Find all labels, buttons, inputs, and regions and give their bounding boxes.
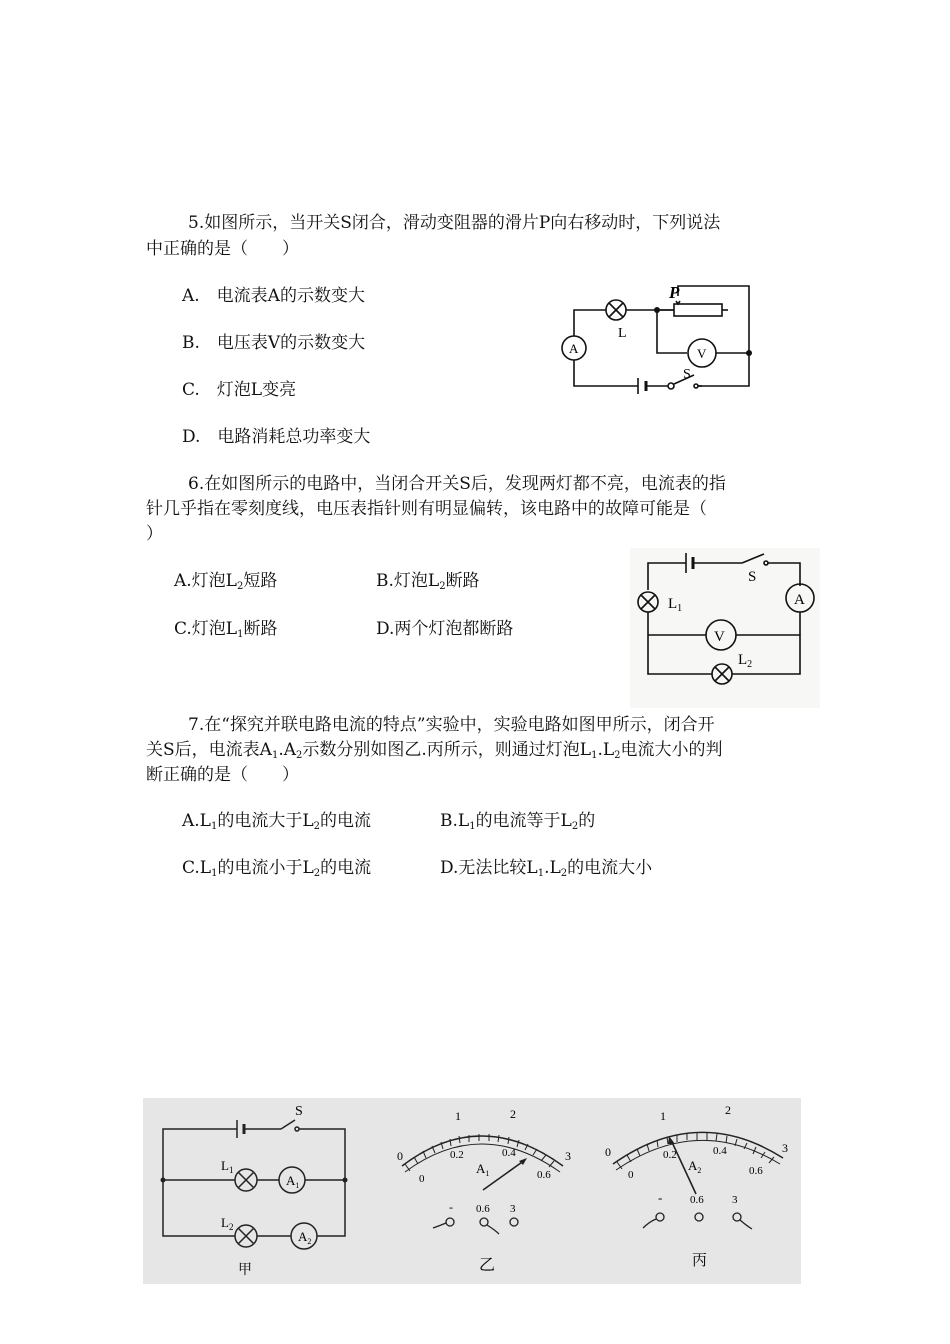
q5-label-s: S bbox=[683, 367, 691, 382]
q5-label-p: P bbox=[669, 283, 680, 302]
q7-caption-bing: 丙 bbox=[692, 1253, 708, 1269]
terminal-label: 3 bbox=[732, 1194, 738, 1206]
meter-tick-label: 0 bbox=[397, 1149, 403, 1163]
q5-junction-dot bbox=[746, 350, 752, 356]
q6-stem-line1: 6.在如图所示的电路中，当闭合开关S后，发现两灯都不亮，电流表的指 bbox=[188, 474, 726, 494]
meter-tick-label: 0.2 bbox=[450, 1149, 464, 1161]
q7-label-a2: $A_2$ bbox=[298, 1229, 312, 1246]
terminal-label: - bbox=[658, 1190, 663, 1205]
meter-tick-label: 0 bbox=[628, 1169, 634, 1181]
q6-option-d: D.两个灯泡都断路 bbox=[376, 619, 514, 639]
q6-option-a: A.灯泡$L_2$短路 bbox=[174, 571, 278, 592]
q6-option-b: B.灯泡$L_2$断路 bbox=[376, 571, 480, 592]
meter-tick-label: 2 bbox=[510, 1107, 516, 1121]
meter-tick-label: 0 bbox=[605, 1145, 611, 1159]
q5-circuit-diagram bbox=[550, 278, 765, 403]
meter-tick-label: 1 bbox=[455, 1109, 461, 1123]
q6-stem-line2: 针几乎指在零刻度线，电压表指针则有明显偏转，该电路中的故障可能是（ bbox=[146, 499, 707, 519]
q7-stem-line2: 关S后，电流表$A_1.A_2$示数分别如图乙.丙所示，则通过灯泡$L_1.L_2$电流大小的判 bbox=[146, 740, 723, 761]
meter-tick-label: 3 bbox=[565, 1149, 571, 1163]
meter-tick-label: 3 bbox=[782, 1141, 788, 1155]
q6-label-a: A bbox=[794, 592, 805, 608]
q5-option-a: A. 电流表A的示数变大 bbox=[182, 286, 365, 306]
q7-caption-jia: 甲 bbox=[238, 1263, 252, 1278]
q7-option-c: $C.L_1$的电流小于$L_2$的电流 bbox=[182, 858, 372, 879]
q6-label-l2: $L_2$ bbox=[738, 652, 753, 670]
q7-stem-line3: 断正确的是（ ） bbox=[146, 765, 299, 785]
q7-label-a1: $A_1$ bbox=[286, 1173, 300, 1190]
meter-tick-label: 0 bbox=[419, 1173, 425, 1185]
q7-option-a: $A.L_1$的电流大于$L_2$的电流 bbox=[182, 811, 372, 832]
q5-label-l: L bbox=[618, 326, 627, 341]
q7-junction-dot bbox=[343, 1178, 348, 1183]
q6-option-c: C.灯泡$L_1$断路 bbox=[174, 619, 278, 640]
q5-stem-line1: 5.如图所示，当开关S闭合，滑动变阻器的滑片P向右移动时，下列说法 bbox=[188, 213, 721, 233]
q7-label-s: S bbox=[295, 1104, 303, 1119]
terminal-label: - bbox=[449, 1200, 453, 1214]
q7-figure-panel bbox=[143, 1098, 801, 1284]
meter-tick-label: 0.6 bbox=[537, 1169, 551, 1181]
terminal-label: 0.6 bbox=[690, 1194, 704, 1206]
q7-caption-yi: 乙 bbox=[479, 1257, 496, 1274]
terminal-label: 3 bbox=[510, 1203, 516, 1215]
meter-label-a2: $A_2$ bbox=[688, 1158, 702, 1175]
q7-label-l2: $L_2$ bbox=[221, 1215, 234, 1232]
q5-stem-line2: 中正确的是（ ） bbox=[146, 239, 299, 259]
meter-tick-label: 0.4 bbox=[713, 1145, 727, 1157]
q7-option-d: D.无法比较$L_1.L_2$的电流大小 bbox=[440, 858, 653, 879]
q7-stem-line1: 7.在“探究并联电路电流的特点”实验中，实验电路如图甲所示，闭合开 bbox=[188, 715, 715, 735]
q6-stem-line3: ） bbox=[146, 524, 163, 544]
q5-junction-dot bbox=[654, 307, 660, 313]
meter-tick-label: 2 bbox=[725, 1103, 731, 1117]
q5-label-a: A bbox=[569, 341, 579, 356]
q7-option-b: $B.L_1$的电流等于$L_2$的 bbox=[440, 811, 596, 832]
q5-option-d: D. 电路消耗总功率变大 bbox=[182, 427, 371, 447]
meter-tick-label: 0.6 bbox=[749, 1165, 763, 1177]
q5-option-b: B. 电压表V的示数变大 bbox=[182, 333, 366, 353]
meter-tick-label: 0.2 bbox=[663, 1149, 677, 1161]
q7-junction-dot bbox=[161, 1178, 166, 1183]
meter-tick-label: 1 bbox=[660, 1109, 666, 1123]
meter-tick-label: 0.4 bbox=[502, 1147, 516, 1159]
q6-label-v: V bbox=[714, 629, 725, 645]
q6-label-l1: $L_1$ bbox=[668, 596, 683, 614]
terminal-label: 0.6 bbox=[476, 1203, 490, 1215]
q6-circuit-diagram bbox=[630, 548, 820, 708]
q5-option-c: C. 灯泡L变亮 bbox=[182, 380, 297, 400]
q5-label-v: V bbox=[697, 346, 707, 361]
q6-label-s: S bbox=[748, 569, 757, 585]
meter-label-a1: $A_1$ bbox=[476, 1161, 490, 1178]
q7-label-l1: $L_1$ bbox=[221, 1158, 234, 1175]
